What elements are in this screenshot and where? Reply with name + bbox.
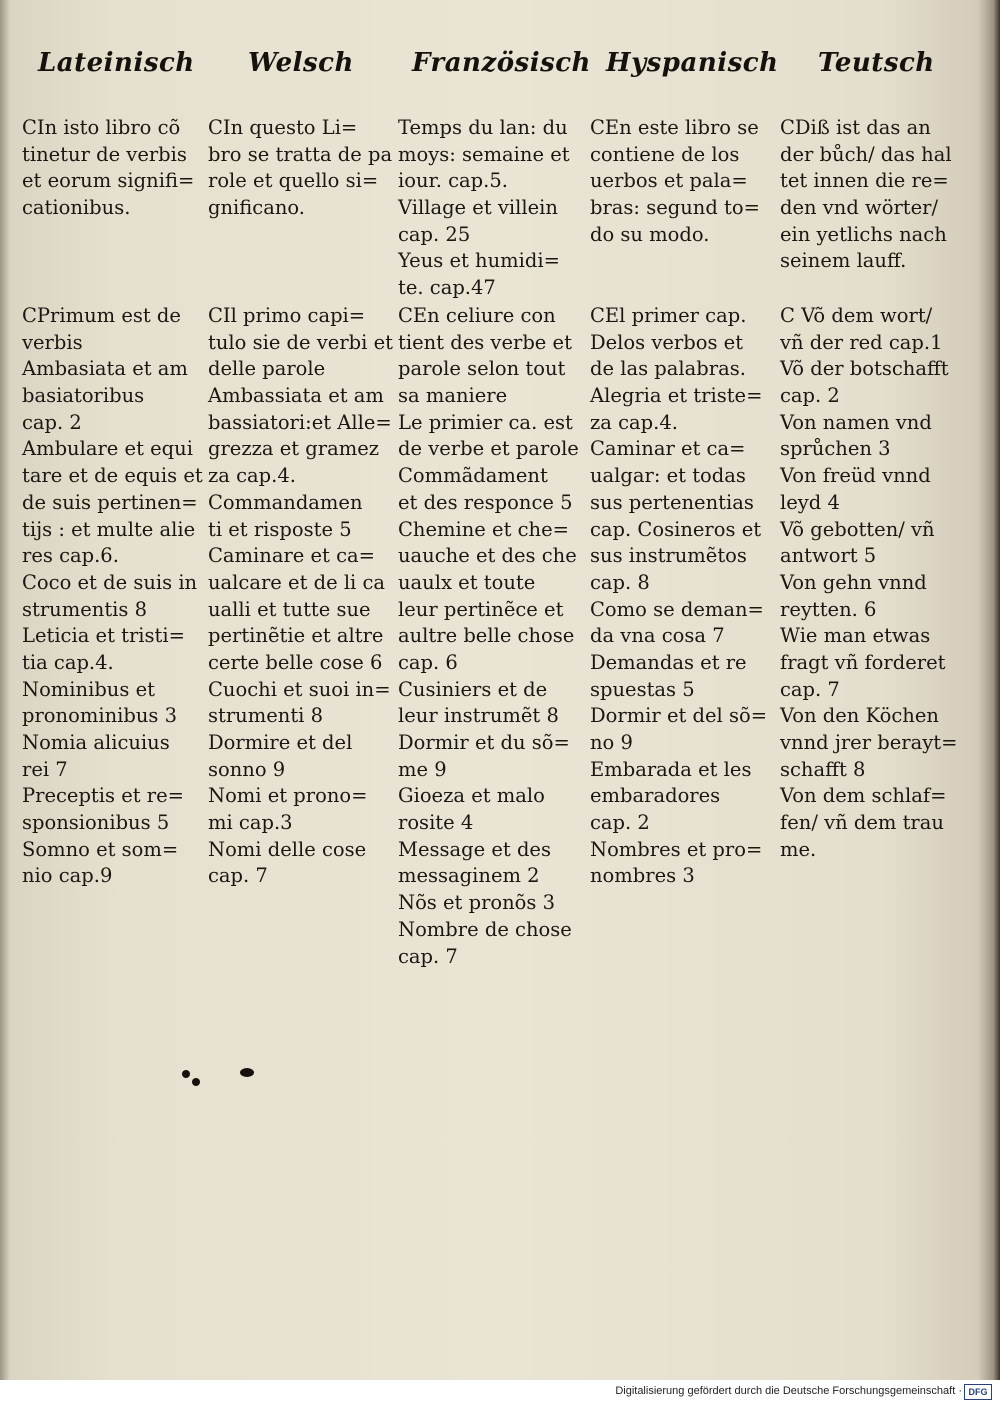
toc-line: delle parole (208, 357, 326, 381)
toc-line: Nombres et pro= (590, 837, 763, 861)
toc-line: C Võ dem wort/ (780, 304, 933, 327)
toc-line: Somno et som= (22, 837, 179, 861)
column-german-toc (780, 303, 957, 863)
toc-line: sprůchen 3 (780, 437, 891, 461)
column-italian-toc (208, 303, 393, 890)
page-shadow-left (0, 0, 10, 1380)
text-line: CEn este libro se (590, 116, 759, 139)
toc-line: Le primier ca. est (398, 410, 573, 434)
toc-line: Caminar et ca= (590, 437, 746, 461)
toc-line: Dormir et del sõ= (590, 704, 768, 728)
toc-line: embaradores (590, 784, 721, 808)
text-line: iour. cap.5. (398, 169, 508, 193)
toc-line: Ambulare et equi (22, 437, 193, 461)
column-latin-intro (22, 115, 194, 222)
header-german: Teutsch (818, 48, 935, 78)
toc-line: cap. 7 (398, 944, 458, 968)
text-line: moys: semaine et (398, 142, 570, 166)
toc-line: ualli et tutte sue (208, 597, 371, 621)
toc-line: Dormir et du sõ= (398, 731, 570, 754)
toc-line: cap. 7 (780, 677, 840, 701)
toc-line: basiatoribus (22, 384, 145, 408)
toc-line: uaulx et toute (398, 570, 536, 594)
toc-line: Ambassiata et am (208, 384, 384, 408)
toc-line: Nomi et prono= (208, 784, 368, 808)
toc-line: ualcare et de li ca (208, 570, 386, 594)
toc-line: Commãdament (398, 464, 548, 488)
dfg-logo: DFG (964, 1384, 992, 1400)
toc-line: Võ der botschafft (780, 357, 949, 381)
toc-line: rosite 4 (398, 811, 474, 835)
toc-line: tijs : et multe alie (22, 517, 196, 541)
toc-line: Wie man etwas (780, 624, 931, 648)
toc-line: Cuochi et suoi in= (208, 677, 391, 701)
column-french-intro (398, 115, 570, 302)
ink-spot (192, 1078, 200, 1086)
toc-line: cap. 6 (398, 650, 458, 674)
text-line: contiene de los (590, 142, 740, 166)
text-line: bras: segund to= (590, 196, 760, 220)
toc-line: Coco et de suis in (22, 570, 198, 594)
toc-line: Preceptis et re= (22, 784, 184, 808)
digitization-footer (0, 1380, 1000, 1404)
text-line: Temps du lan: du (398, 116, 568, 139)
toc-line: strumentis 8 (22, 597, 147, 621)
text-line: tet innen die re= (780, 169, 949, 193)
toc-line: sus pertenentias (590, 490, 754, 514)
toc-line: res cap.6. (22, 544, 119, 568)
text-line: bro se tratta de pa (208, 142, 393, 166)
toc-line: tient des verbe et (398, 330, 572, 354)
text-line: do su modo. (590, 222, 710, 246)
toc-line: vñ der red cap.1 (780, 330, 943, 354)
text-line: uerbos et pala= (590, 169, 748, 193)
text-line: te. cap.47 (398, 276, 496, 300)
toc-line: Von den Köchen (780, 704, 939, 728)
toc-line: me 9 (398, 757, 447, 781)
toc-line: antwort 5 (780, 544, 877, 568)
toc-line: no 9 (590, 731, 633, 754)
toc-line: spuestas 5 (590, 677, 695, 701)
column-spanish-toc (590, 303, 767, 890)
text-line: cap. 25 (398, 222, 471, 246)
toc-line: Cusiniers et de (398, 677, 548, 701)
toc-line: tia cap.4. (22, 650, 114, 674)
toc-line: ti et risposte 5 (208, 517, 352, 541)
text-line: CIn isto libro cõ (22, 116, 181, 139)
toc-line: sa maniere (398, 384, 508, 408)
toc-line: grezza et gramez (208, 437, 380, 461)
toc-line: rei 7 (22, 757, 68, 781)
text-line: role et quello si= (208, 169, 379, 193)
text-line: et eorum signifi= (22, 169, 195, 193)
toc-line: pronominibus 3 (22, 704, 178, 728)
toc-line: Nominibus et (22, 677, 155, 701)
toc-line: messaginem 2 (398, 864, 540, 888)
column-italian-intro (208, 115, 392, 222)
toc-line: nio cap.9 (22, 864, 113, 888)
toc-line: CIl primo capi= (208, 304, 366, 327)
toc-line: parole selon tout (398, 357, 566, 381)
text-line: ein yetlichs nach (780, 222, 947, 246)
toc-line: Gioeza et malo (398, 784, 545, 808)
toc-line: mi cap.3 (208, 811, 293, 835)
toc-line: nombres 3 (590, 864, 695, 888)
column-french-toc (398, 303, 579, 970)
toc-line: Caminare et ca= (208, 544, 375, 568)
toc-line: de verbe et parole (398, 437, 579, 461)
toc-line: reytten. 6 (780, 597, 877, 621)
header-french: Französisch (412, 48, 591, 78)
toc-line: Delos verbos et (590, 330, 744, 354)
text-line: cationibus. (22, 196, 131, 220)
toc-line: Nomia alicuius (22, 731, 170, 754)
toc-line: Dormire et del (208, 731, 353, 754)
toc-line: tulo sie de verbi et (208, 330, 393, 354)
toc-line: fragt vñ forderet (780, 650, 946, 674)
toc-line: cap. 2 (780, 384, 840, 408)
toc-line: za cap.4. (590, 410, 678, 434)
toc-line: Von freüd vnnd (780, 464, 931, 488)
toc-line: cap. Cosineros et (590, 517, 762, 541)
toc-line: certe belle cose 6 (208, 650, 383, 674)
toc-line: leur pertinẽce et (398, 597, 564, 621)
toc-line: sponsionibus 5 (22, 811, 170, 835)
toc-line: Alegria et triste= (590, 384, 763, 408)
toc-line: Commandamen (208, 490, 363, 514)
toc-line: da vna cosa 7 (590, 624, 725, 648)
toc-line: Leticia et tristi= (22, 624, 185, 648)
toc-line: Nombre de chose (398, 917, 572, 941)
column-german-intro (780, 115, 952, 275)
text-line: Village et villein (398, 196, 558, 220)
ink-spot (240, 1068, 254, 1077)
text-line: seinem lauff. (780, 249, 907, 273)
column-latin-toc (22, 303, 203, 890)
text-line: CIn questo Li= (208, 116, 358, 139)
toc-line: schafft 8 (780, 757, 866, 781)
text-line: tinetur de verbis (22, 142, 187, 166)
toc-line: de suis pertinen= (22, 490, 198, 514)
header-spanish: Hyspanisch (606, 48, 779, 78)
toc-line: ualgar: et todas (590, 464, 746, 488)
toc-line: vnnd jrer berayt= (780, 731, 958, 754)
toc-line: Von namen vnd (780, 410, 932, 434)
toc-line: cap. 2 (22, 410, 82, 434)
toc-line: Von gehn vnnd (780, 570, 927, 594)
header-latin: Lateinisch (38, 48, 195, 78)
toc-line: aultre belle chose (398, 624, 575, 648)
ink-spot (182, 1070, 190, 1078)
text-line: der bůch/ das hal (780, 142, 952, 166)
toc-line: cap. 8 (590, 570, 650, 594)
funding-notice: Digitalisierung gefördert durch die Deutsche Forschungsgemeinschaft · (615, 1385, 962, 1397)
toc-line: Nomi delle cose (208, 837, 367, 861)
toc-line: Võ gebotten/ vñ (780, 517, 935, 541)
text-line: gnificano. (208, 196, 305, 220)
toc-line: tare et de equis et (22, 464, 203, 488)
toc-line: Ambasiata et am (22, 357, 188, 381)
toc-line: leyd 4 (780, 490, 840, 514)
header-italian: Welsch (248, 48, 354, 78)
toc-line: CPrimum est de (22, 304, 181, 327)
toc-line: Embarada et les (590, 757, 752, 781)
toc-line: leur instrumẽt 8 (398, 704, 559, 728)
toc-line: CEn celiure con (398, 304, 556, 327)
text-line: Yeus et humidi= (398, 249, 560, 273)
toc-line: cap. 7 (208, 864, 268, 888)
toc-line: pertinẽtie et altre (208, 624, 384, 648)
toc-line: bassiatori:et Alle= (208, 410, 392, 434)
toc-line: Von dem schlaf= (780, 784, 947, 808)
toc-line: sus instrumẽtos (590, 544, 747, 568)
toc-line: fen/ vñ dem trau (780, 811, 944, 835)
toc-line: verbis (22, 330, 83, 354)
toc-line: de las palabras. (590, 357, 746, 381)
toc-line: Como se deman= (590, 597, 764, 621)
toc-line: cap. 2 (590, 811, 650, 835)
toc-line: sonno 9 (208, 757, 286, 781)
toc-line: Chemine et che= (398, 517, 569, 541)
toc-line: za cap.4. (208, 464, 296, 488)
page-binding-edge (978, 0, 1000, 1380)
toc-line: uauche et des che (398, 544, 577, 568)
text-line: CDiß ist das an (780, 116, 931, 139)
text-line: den vnd wörter/ (780, 196, 939, 220)
column-spanish-intro (590, 115, 760, 248)
toc-line: Demandas et re (590, 650, 747, 674)
toc-line: CEl primer cap. (590, 304, 747, 327)
toc-line: et des responce 5 (398, 490, 573, 514)
toc-line: Nõs et pronõs 3 (398, 891, 556, 915)
toc-line: me. (780, 837, 817, 861)
toc-line: strumenti 8 (208, 704, 323, 728)
toc-line: Message et des (398, 837, 551, 861)
